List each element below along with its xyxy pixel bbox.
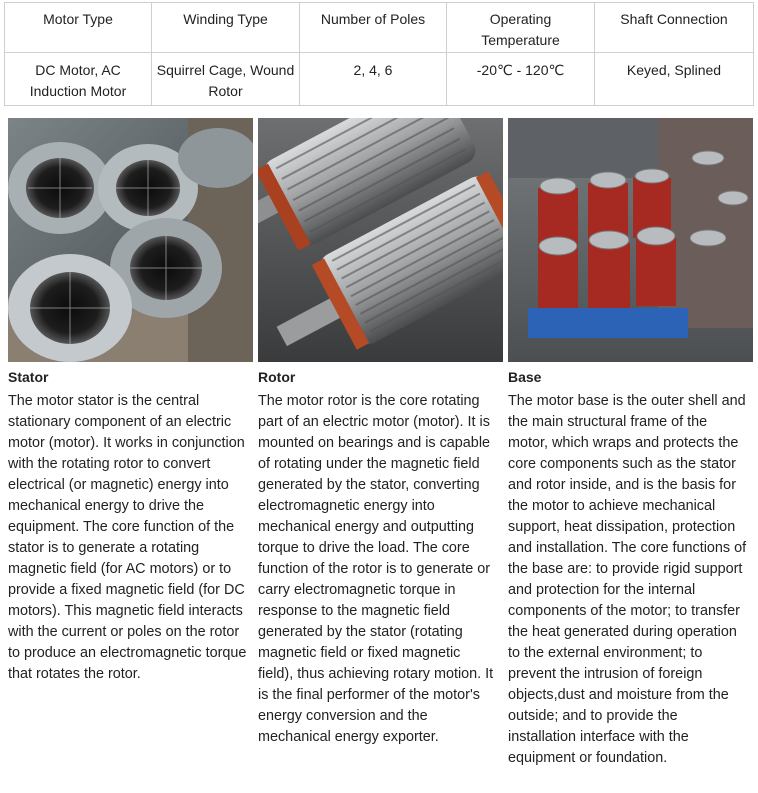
value-winding-type: Squirrel Cage, Wound Rotor: [152, 53, 300, 106]
base-description: The motor base is the outer shell and the main structural frame of the motor, which wraps and protects the core components such as the stator and rotor inside, and is the basis for the motor to achieve mechanical support, heat dissipation, protection and installation. The core functions of the base are: to provide rigid support and protection for the internal components of the motor; to transfer the heat generated during operation to the external environment; to prevent the intrusion of foreign objects,dust and moisture from the outside; and to provide the installation interface with the equipment or foundation.: [508, 393, 747, 766]
rotor-photo: [258, 118, 503, 362]
header-number-of-poles: Number of Poles: [300, 3, 447, 53]
base-photo: [508, 118, 753, 362]
spec-table-header-row: [5, 3, 754, 53]
header-motor-type: Motor Type: [5, 3, 152, 53]
stator-description: The motor stator is the central stationary component of an electric motor (motor). It works in conjunction with the rotating rotor to convert electrical (or magnetic) energy into mechanical energy to drive the equipment. The core function of the stator is to generate a rotating magnetic field (for AC motors) or to provide a fixed magnetic field (for DC motors). This magnetic field interacts with the current or poles on the rotor to produce an electromagnetic torque that rotates the rotor.: [8, 393, 247, 682]
value-motor-type: DC Motor, AC Induction Motor: [5, 53, 152, 106]
header-winding-type: Winding Type: [152, 3, 300, 53]
header-shaft-connection: Shaft Connection: [595, 3, 754, 53]
header-operating-temperature: Operating Temperature: [447, 3, 595, 53]
spec-table: [4, 2, 754, 106]
stator-photo: [8, 118, 253, 362]
spec-table-value-row: [5, 53, 754, 106]
stator-title: Stator: [8, 369, 49, 385]
value-number-of-poles: 2, 4, 6: [300, 53, 447, 106]
rotor-description: The motor rotor is the core rotating part of an electric motor (motor). It is mounted on bearings and is capable of rotating under the magnetic field generated by the stator, converting electromagnetic energy into mechanical energy and outputting torque to drive the load. The core function of the rotor is to generate or carry electromagnetic torque in response to the magnetic field generated by the stator (rotating magnetic field or fixed magnetic field), thus achieving rotary motion. It is the final performer of the motor's energy conversion and the mechanical energy exporter.: [258, 393, 494, 745]
value-operating-temperature: -20℃ - 120℃: [447, 53, 595, 106]
rotor-title: Rotor: [258, 369, 296, 385]
value-shaft-connection: Keyed, Splined: [595, 53, 754, 106]
base-title: Base: [508, 369, 542, 385]
